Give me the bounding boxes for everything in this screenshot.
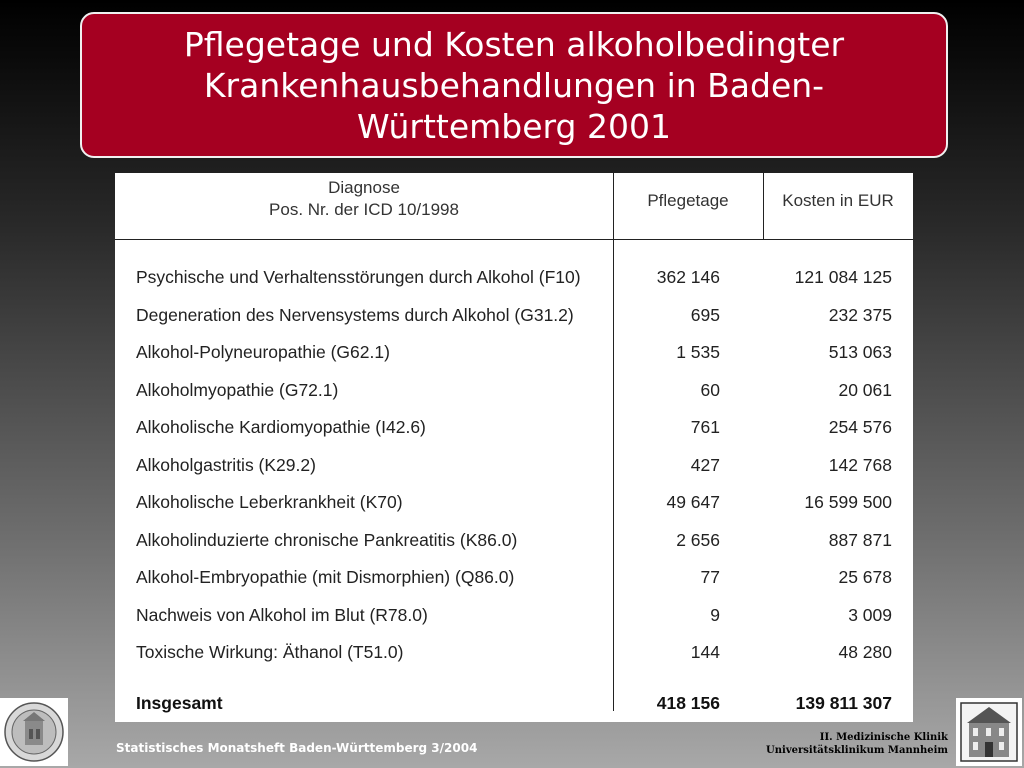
header-diagnose-line2: Pos. Nr. der ICD 10/1998 — [269, 200, 459, 219]
title-banner — [80, 12, 948, 158]
table-row — [115, 559, 913, 596]
row-kosten: 25 678 — [838, 567, 892, 587]
row-pflegetage: 49 647 — [666, 492, 720, 512]
table-row — [115, 634, 913, 671]
clinic-line1: II. Medizinische Klinik — [819, 732, 948, 743]
table-row — [115, 597, 913, 634]
row-kosten: 232 375 — [828, 304, 892, 325]
table-row — [115, 484, 913, 521]
total-kosten: 139 811 307 — [795, 693, 892, 713]
row-diagnose: Psychische und Verhaltensstörungen durch Alkohol (F10) — [136, 267, 581, 287]
table-row-total — [115, 685, 913, 722]
header-divider — [115, 239, 913, 240]
row-kosten: 16 599 500 — [804, 492, 892, 512]
row-kosten: 121 084 125 — [794, 267, 892, 287]
table-row — [115, 409, 913, 446]
footer-source: Statistisches Monatsheft Baden-Württemberg 3/2004 — [116, 741, 478, 755]
table-row — [115, 447, 913, 484]
row-kosten: 3 009 — [848, 604, 892, 625]
header-pflegetage: Pflegetage — [647, 191, 729, 210]
row-kosten: 254 576 — [828, 417, 892, 437]
data-table — [115, 173, 913, 722]
clinic-building-icon — [956, 698, 1022, 766]
row-diagnose: Alkohol-Polyneuropathie (G62.1) — [136, 342, 390, 362]
table-row — [115, 372, 913, 409]
row-pflegetage: 60 — [700, 379, 720, 400]
row-pflegetage: 77 — [700, 567, 720, 587]
row-pflegetage: 427 — [690, 454, 720, 475]
row-diagnose: Nachweis von Alkohol im Blut (R78.0) — [136, 604, 428, 625]
row-pflegetage: 362 146 — [656, 267, 720, 287]
row-diagnose: Toxische Wirkung: Äthanol (T51.0) — [136, 642, 404, 662]
row-pflegetage: 695 — [690, 304, 720, 325]
table-row — [115, 259, 913, 296]
university-seal-icon — [0, 698, 68, 766]
total-pflegetage: 418 156 — [656, 693, 720, 713]
header-diagnose-line1: Diagnose — [328, 178, 400, 197]
row-kosten: 20 061 — [838, 379, 892, 400]
row-kosten: 142 768 — [828, 454, 892, 475]
slide-title: Pflegetage und Kosten alkoholbedingter Krankenhausbehandlungen in Baden-Württemberg 2001 — [183, 24, 845, 146]
row-diagnose: Degeneration des Nervensystems durch Alkohol (G31.2) — [136, 304, 574, 325]
row-pflegetage: 9 — [710, 604, 720, 625]
table-row — [115, 522, 913, 559]
row-kosten: 887 871 — [828, 529, 892, 550]
row-kosten: 48 280 — [838, 642, 892, 662]
row-diagnose: Alkoholgastritis (K29.2) — [136, 454, 316, 475]
row-diagnose: Alkoholmyopathie (G72.1) — [136, 379, 339, 400]
table-row — [115, 297, 913, 334]
total-label: Insgesamt — [136, 693, 223, 713]
header-diagnose — [115, 177, 613, 221]
footer-clinic — [766, 731, 948, 757]
clinic-line2: Universitätsklinikum Mannheim — [766, 745, 948, 756]
row-kosten: 513 063 — [828, 342, 892, 362]
row-pflegetage: 2 656 — [676, 529, 720, 550]
row-diagnose: Alkoholische Leberkrankheit (K70) — [136, 492, 403, 512]
header-kosten: Kosten in EUR — [782, 191, 894, 210]
row-diagnose: Alkoholische Kardiomyopathie (I42.6) — [136, 417, 426, 437]
row-pflegetage: 144 — [690, 642, 720, 662]
table-row — [115, 334, 913, 371]
row-diagnose: Alkoholinduzierte chronische Pankreatitis (K86.0) — [136, 529, 518, 550]
row-pflegetage: 1 535 — [676, 342, 720, 362]
row-pflegetage: 761 — [690, 417, 720, 437]
row-diagnose: Alkohol-Embryopathie (mit Dismorphien) (Q86.0) — [136, 567, 515, 587]
